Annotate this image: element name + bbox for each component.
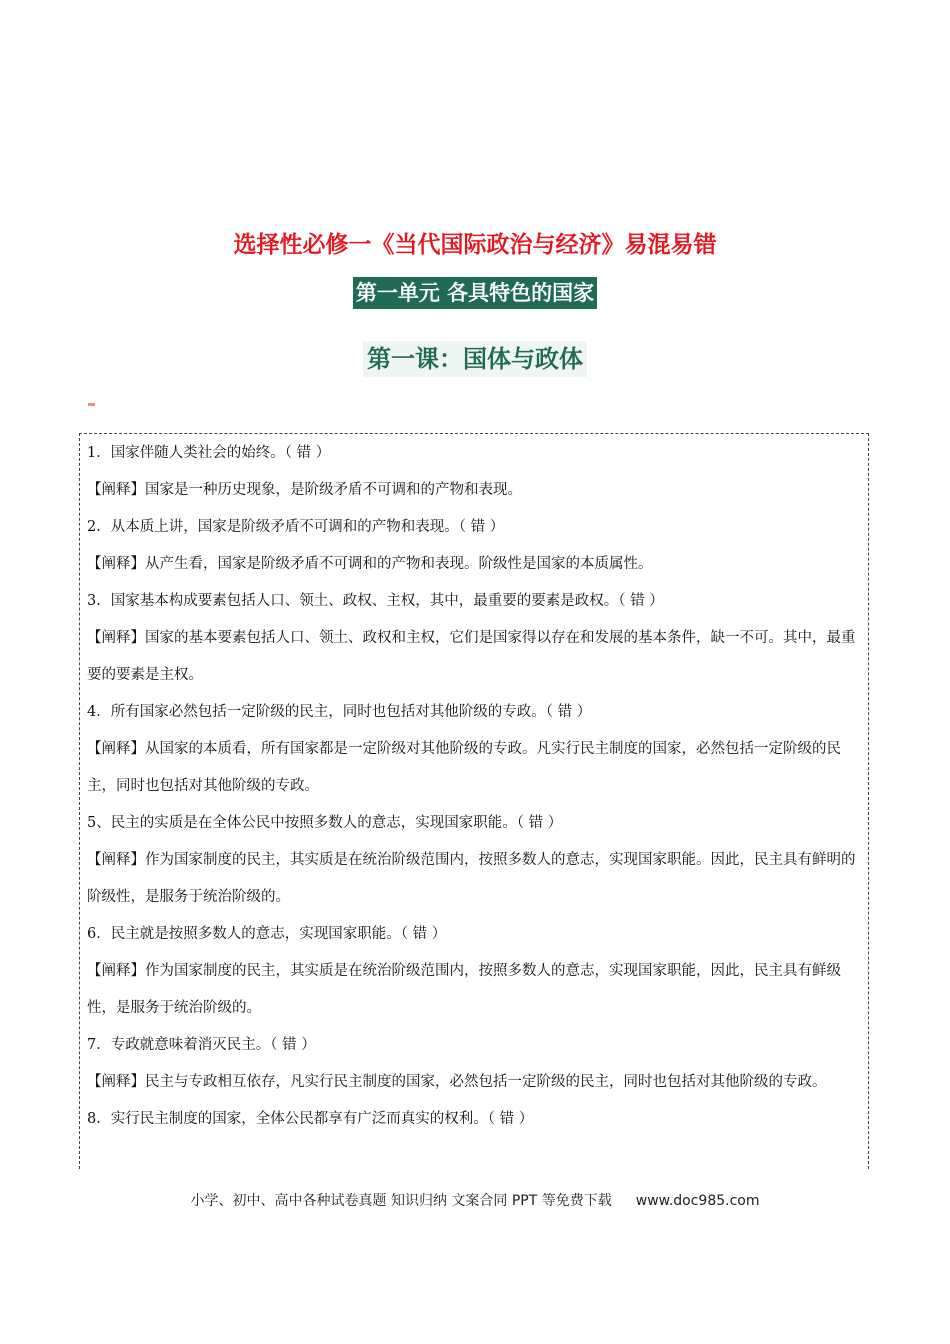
explanation-4: 【阐释】从国家的本质看，所有国家都是一定阶级对其他阶级的专政。凡实行民主制度的国家，必然包括一定阶级的民主，同时也包括对其他阶级的专政。 <box>87 741 841 794</box>
lesson-title-container <box>0 341 950 377</box>
document-title: 选择性必修一《当代国际政治与经济》易混易错 <box>233 232 717 258</box>
unit-title: 第一单元 各具特色的国家 <box>353 277 597 309</box>
explanation-2: 【阐释】从产生看，国家是阶级矛盾不可调和的产物和表现。阶级性是国家的本质属性。 <box>87 556 653 572</box>
question-7: 7．专政就意味着消灭民主。（ 错 ） <box>87 1037 316 1053</box>
content-list <box>80 434 868 1138</box>
question-4: 4．所有国家必然包括一定阶级的民主，同时也包括对其他阶级的专政。（ 错 ） <box>87 704 592 720</box>
explanation-7: 【阐释】民主与专政相互依存，凡实行民主制度的国家，必然包括一定阶级的民主，同时也包括对其他阶级的专政。 <box>87 1074 827 1090</box>
explanation-6: 【阐释】作为国家制度的民主，其实质是在统治阶级范围内，按照多数人的意志，实现国家职能，因此，民主具有鲜级性，是服务于统治阶级的。 <box>87 963 841 1016</box>
question-6: 6．民主就是按照多数人的意志，实现国家职能。（ 错 ） <box>87 926 447 942</box>
decorative-mark <box>88 403 95 406</box>
question-5: 5、民主的实质是在全体公民中按照多数人的意志，实现国家职能。（ 错 ） <box>87 815 563 831</box>
footer-url[interactable]: www.doc985.com <box>635 1193 760 1209</box>
explanation-1: 【阐释】国家是一种历史现象，是阶级矛盾不可调和的产物和表现。 <box>87 482 522 498</box>
explanation-3: 【阐释】国家的基本要素包括人口、领土、政权和主权，它们是国家得以存在和发展的基本条件，缺一不可。其中，最重要的要素是主权。 <box>87 630 856 683</box>
explanation-5: 【阐释】作为国家制度的民主，其实质是在统治阶级范围内，按照多数人的意志，实现国家职能。因此，民主具有鲜明的阶级性，是服务于统治阶级的。 <box>87 852 856 905</box>
question-2: 2．从本质上讲，国家是阶级矛盾不可调和的产物和表现。（ 错 ） <box>87 519 505 535</box>
content-box <box>79 433 869 1169</box>
footer-text: 小学、初中、高中各种试卷真题 知识归纳 文案合同 PPT 等免费下载 <box>190 1193 612 1209</box>
lesson-title: 第一课：国体与政体 <box>363 341 587 377</box>
question-3: 3．国家基本构成要素包括人口、领土、政权、主权，其中，最重要的要素是政权。（ 错 ） <box>87 593 664 609</box>
question-8: 8．实行民主制度的国家，全体公民都享有广泛而真实的权利。（ 错 ） <box>87 1111 534 1127</box>
page-footer <box>0 1190 950 1210</box>
question-1: 1．国家伴随人类社会的始终。（ 错 ） <box>87 445 331 461</box>
unit-title-container <box>0 277 950 309</box>
